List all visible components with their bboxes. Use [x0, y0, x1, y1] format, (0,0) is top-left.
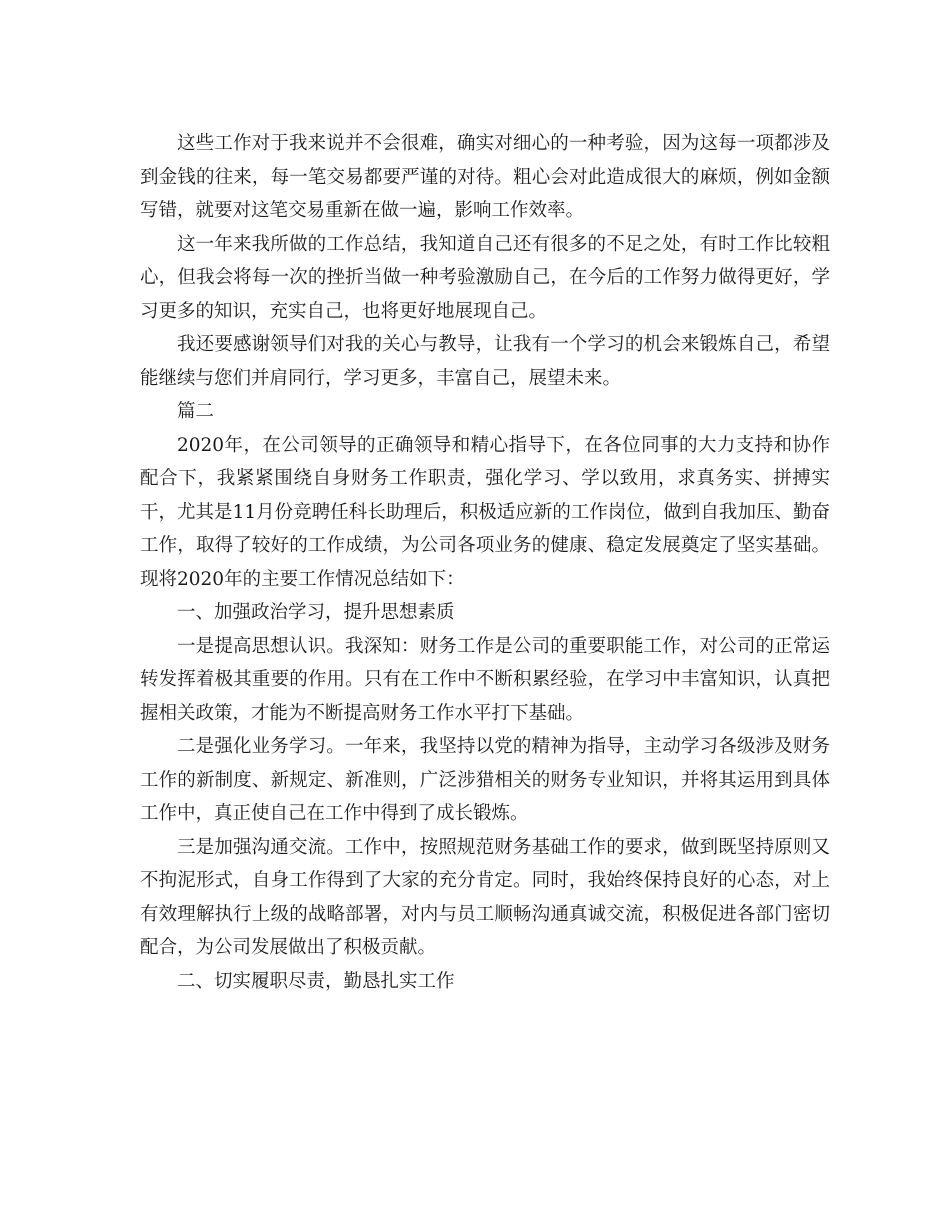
paragraph: 二是强化业务学习。一年来，我坚持以党的精神为指导，主动学习各级涉及财务工作的新制度、新规定、新准则，广泛涉猎相关的财务专业知识，并将其运用到具体工作中，真正使自己在工作中得到了成长锻炼。: [140, 736, 830, 824]
paragraph: 这一年来我所做的工作总结，我知道自己还有很多的不足之处，有时工作比较粗心，但我会将每一次的挫折当做一种考验激励自己，在今后的工作努力做得更好，学习更多的知识，充实自己，也将更好地展现自己。: [140, 233, 830, 322]
paragraph: 一是提高思想认识。我深知：财务工作是公司的重要职能工作，对公司的正常运转发挥着极其重要的作用。只有在工作中不断积累经验，在学习中丰富知识，认真把握相关政策，才能为不断提高财务工作水平打下基础。: [140, 635, 830, 724]
paragraph: 我还要感谢领导们对我的关心与教导，让我有一个学习的机会来锻炼自己，希望能继续与您们并肩同行，学习更多，丰富自己，展望未来。: [140, 334, 830, 389]
paragraph: 2020年，在公司领导的正确领导和精心指导下，在各位同事的大力支持和协作配合下，我紧紧围绕自身财务工作职责，强化学习、学以致用，求真务实、拼搏实干，尤其是11月份竞聘任科长助理后，积极适应新的工作岗位，做到自我加压、勤奋工作，取得了较好的工作成绩，为公司各项业务的健康、稳定发展奠定了坚实基础。现将2020年的主要工作情况总结如下：: [140, 434, 830, 590]
paragraph: 三是加强沟通交流。工作中，按照规范财务基础工作的要求，做到既坚持原则又不拘泥形式，自身工作得到了大家的充分肯定。同时，我始终保持良好的心态，对上有效理解执行上级的战略部署，对内与员工顺畅沟通真诚交流，积极促进各部门密切配合，为公司发展做出了积极贡献。: [140, 836, 830, 958]
section-heading: 篇二: [177, 401, 215, 422]
paragraph: 这些工作对于我来说并不会很难，确实对细心的一种考验，因为这每一项都涉及到金钱的往来，每一笔交易都要严谨的对待。粗心会对此造成很大的麻烦，例如金额写错，就要对这笔交易重新在做一遍，影响工作效率。: [140, 133, 830, 221]
document-body: [140, 127, 830, 998]
section-heading: 二、切实履职尽责，勤恳扎实工作: [177, 970, 455, 992]
section-heading: 一、加强政治学习，提升思想素质: [177, 602, 455, 623]
